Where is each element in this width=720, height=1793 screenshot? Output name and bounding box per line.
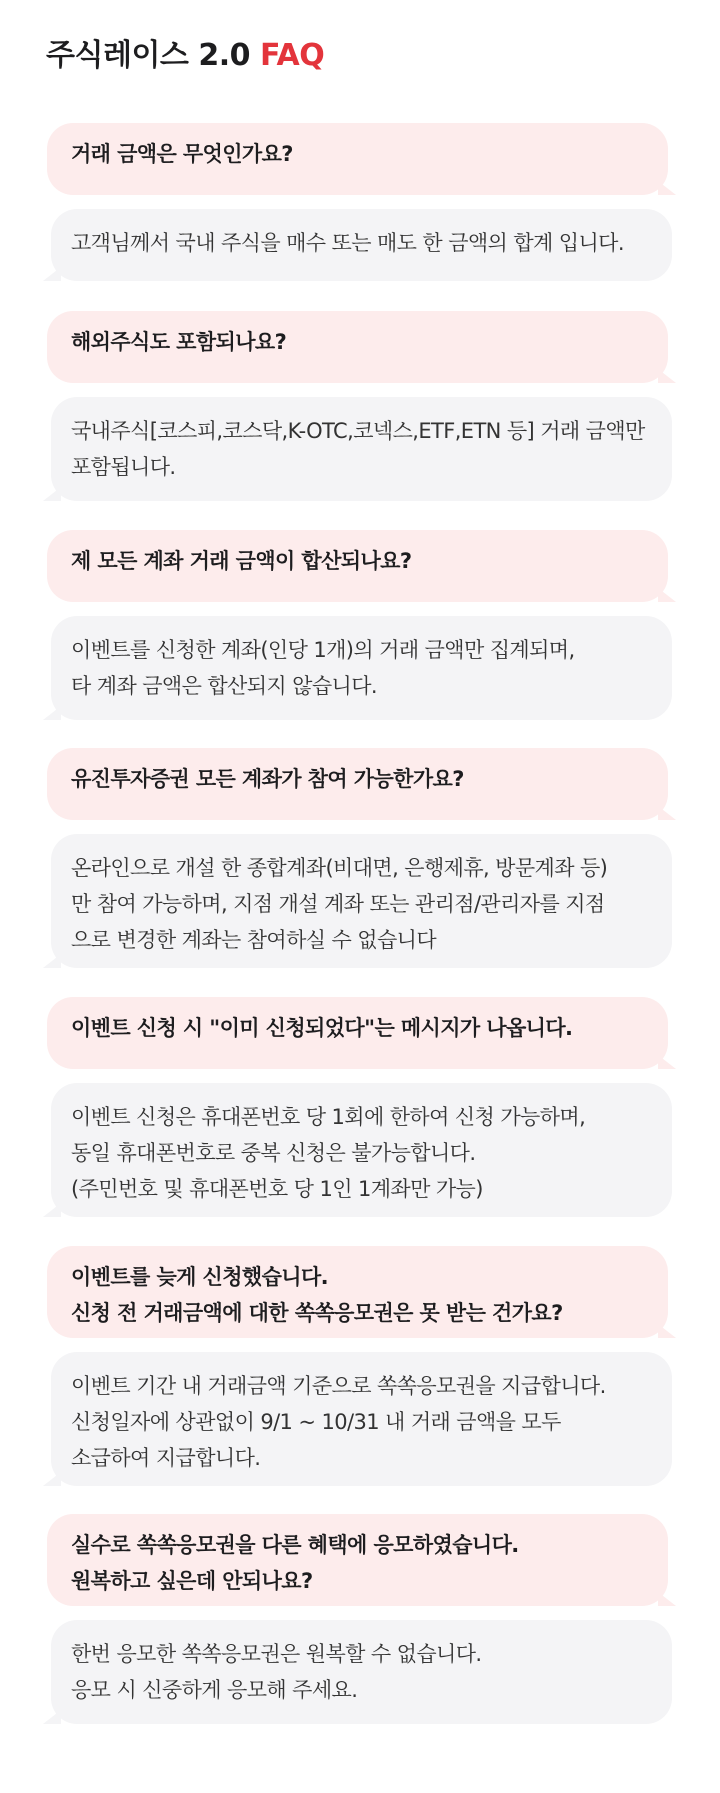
faq-answer-bubble: 온라인으로 개설 한 종합계좌(비대면, 은행제휴, 방문계좌 등) 만 참여 가능하며, 지점 개설 계좌 또는 관리점/관리자를 지점 으로 변경한 계좌는 참여하실 수 없습니다 — [51, 834, 672, 968]
faq-question-bubble: 이벤트를 늦게 신청했습니다. 신청 전 거래금액에 대한 쏙쏙응모권은 못 받는 건가요? — [47, 1246, 668, 1338]
faq-answer-bubble: 이벤트 기간 내 거래금액 기준으로 쏙쏙응모권을 지급합니다. 신청일자에 상관없이 9/1 ~ 10/31 내 거래 금액을 모두 소급하여 지급합니다. — [51, 1352, 672, 1486]
faq-question-bubble: 거래 금액은 무엇인가요? — [47, 123, 668, 195]
faq-answer-bubble: 이벤트 신청은 휴대폰번호 당 1회에 한하여 신청 가능하며, 동일 휴대폰번호로 중복 신청은 불가능합니다. (주민번호 및 휴대폰번호 당 1인 1계좌만 가능) — [51, 1083, 672, 1217]
faq-question-bubble: 해외주식도 포함되나요? — [47, 311, 668, 383]
faq-answer-bubble: 고객님께서 국내 주식을 매수 또는 매도 한 금액의 합계 입니다. — [51, 209, 672, 281]
faq-question-bubble: 실수로 쏙쏙응모권을 다른 혜택에 응모하였습니다. 원복하고 싶은데 안되나요? — [47, 1514, 668, 1606]
page-title-accent: FAQ — [259, 38, 325, 73]
faq-answer-bubble: 국내주식[코스피,코스닥,K-OTC,코넥스,ETF,ETN 등] 거래 금액만 포함됩니다. — [51, 397, 672, 501]
faq-question-bubble: 제 모든 계좌 거래 금액이 합산되나요? — [47, 530, 668, 602]
faq-answer-bubble: 이벤트를 신청한 계좌(인당 1개)의 거래 금액만 집계되며, 타 계좌 금액은 합산되지 않습니다. — [51, 616, 672, 720]
faq-question-bubble: 유진투자증권 모든 계좌가 참여 가능한가요? — [47, 748, 668, 820]
faq-answer-bubble: 한번 응모한 쏙쏙응모권은 원복할 수 없습니다. 응모 시 신중하게 응모해 주세요. — [51, 1620, 672, 1724]
faq-question-bubble: 이벤트 신청 시 "이미 신청되었다"는 메시지가 나옵니다. — [47, 997, 668, 1069]
page-title-main: 주식레이스 2.0 — [46, 38, 250, 73]
